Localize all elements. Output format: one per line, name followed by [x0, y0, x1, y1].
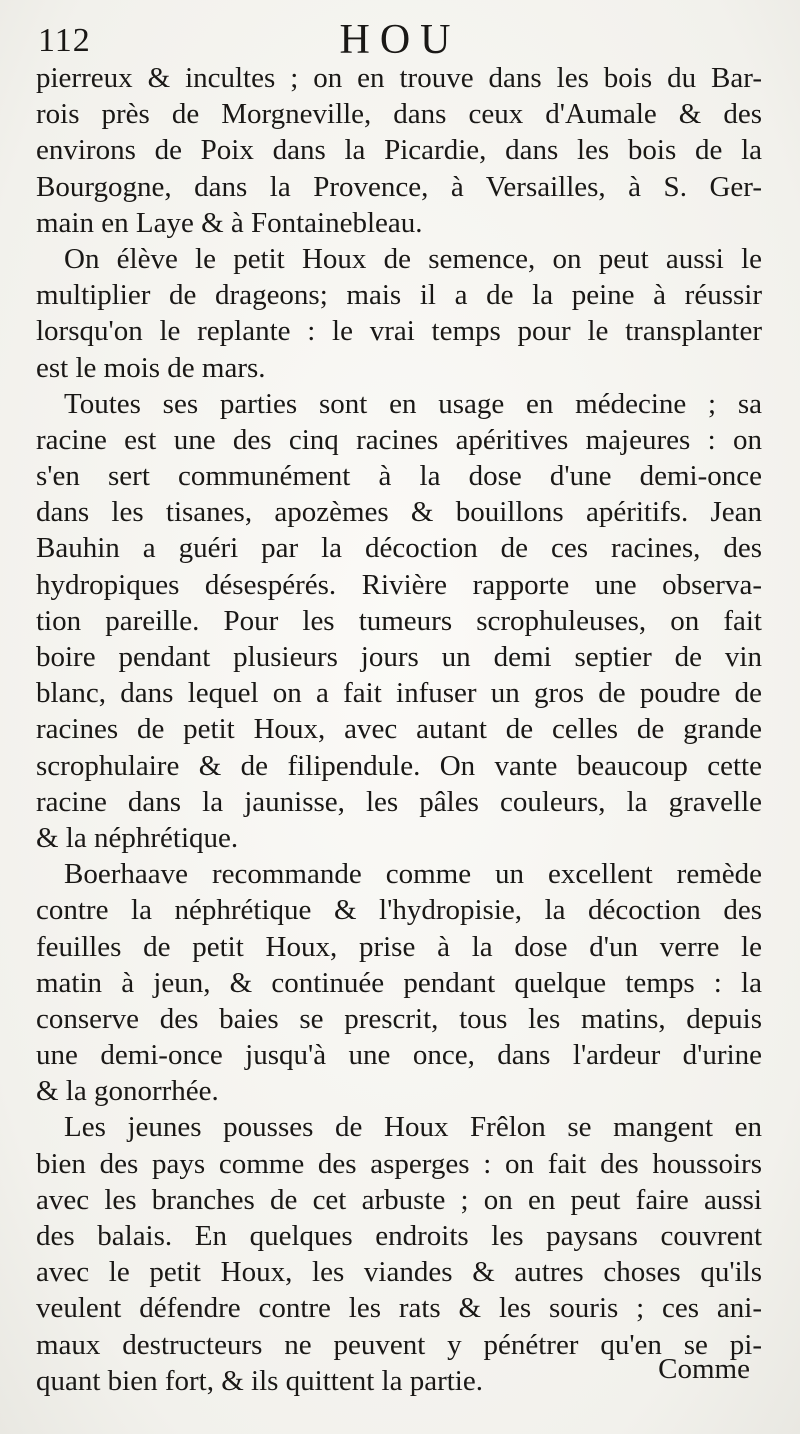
text-line: & la gonorrhée. — [36, 1075, 219, 1108]
text-line: feuilles de petit Houx, prise à la dose d'un verre le — [36, 930, 762, 963]
text-line: environs de Poix dans la Picardie, dans les bois de la — [36, 134, 762, 167]
text-line: Bauhin a guéri par la décoction de ces racines, des — [36, 532, 762, 565]
text-line: blanc, dans lequel on a fait infuser un gros de poudre de — [36, 677, 762, 710]
text-line: des balais. En quelques endroits les paysans couvrent — [36, 1220, 762, 1252]
text-line: Boerhaave recommande comme un excellent remède — [64, 858, 762, 891]
text-line: scrophulaire & de filipendule. On vante beaucoup cette — [36, 749, 762, 782]
text-line: contre la néphrétique & l'hydropisie, la décoction des — [36, 894, 762, 927]
text-line: rois près de Morgneville, dans ceux d'Aumale & des — [36, 98, 762, 131]
text-line: racine est une des cinq racines apéritives majeures : on — [36, 423, 762, 456]
text-line: maux destructeurs ne peuvent y pénétrer qu'en se pi- — [36, 1328, 762, 1361]
text-line: On élève le petit Houx de semence, on peut aussi le — [64, 242, 762, 275]
text-line: avec les branches de cet arbuste ; on en peut faire aussi — [36, 1183, 762, 1216]
text-line: multiplier de drageons; mais il a de la peine à réussir — [36, 279, 762, 312]
running-head: HOU — [339, 17, 461, 63]
text-line: racines de petit Houx, avec autant de celles de grande — [36, 713, 762, 746]
text-line: boire pendant plusieurs jours un demi septier de vin — [36, 641, 762, 673]
page-body — [36, 60, 762, 1399]
paragraph — [36, 241, 762, 386]
text-line: s'en sert communément à la dose d'une demi-once — [36, 460, 762, 493]
text-line: avec le petit Houx, les viandes & autres choses qu'ils — [36, 1256, 762, 1289]
text-line: est le mois de mars. — [36, 351, 266, 384]
text-line: dans les tisanes, apozèmes & bouillons apéritifs. Jean — [36, 496, 762, 529]
text-line: pierreux & incultes ; on en trouve dans les bois du Bar- — [36, 62, 762, 94]
text-line: hydropiques désespérés. Rivière rapporte une observa- — [36, 568, 762, 601]
text-line: main en Laye & à Fontainebleau. — [36, 206, 423, 239]
catchword: Comme — [658, 1353, 750, 1385]
text-line: lorsqu'on le replante : le vrai temps pour le transplanter — [36, 315, 762, 348]
page-number: 112 — [38, 22, 91, 59]
text-line: bien des pays comme des asperges : on fait des houssoirs — [36, 1147, 762, 1180]
text-line: une demi-once jusqu'à une once, dans l'ardeur d'urine — [36, 1039, 762, 1072]
paragraph — [36, 856, 762, 1109]
text-line: conserve des baies se prescrit, tous les matins, depuis — [36, 1002, 762, 1035]
text-line: tion pareille. Pour les tumeurs scrophuleuses, on fait — [36, 604, 762, 637]
text-line: & la néphrétique. — [36, 821, 239, 854]
text-line: veulent défendre contre les rats & les souris ; ces ani- — [36, 1292, 762, 1325]
paragraph — [36, 386, 762, 856]
text-line: Les jeunes pousses de Houx Frêlon se mangent en — [64, 1111, 762, 1144]
text-line: matin à jeun, & continuée pendant quelque temps : la — [36, 966, 762, 999]
text-line: Bourgogne, dans la Provence, à Versailles, à S. Ger- — [36, 170, 762, 203]
text-line: quant bien fort, & ils quittent la partie. — [36, 1364, 483, 1397]
paragraph — [36, 60, 762, 241]
text-line: Toutes ses parties sont en usage en médecine ; sa — [64, 387, 762, 420]
paragraph — [36, 1109, 762, 1399]
text-line: racine dans la jaunisse, les pâles couleurs, la gravelle — [36, 785, 762, 818]
